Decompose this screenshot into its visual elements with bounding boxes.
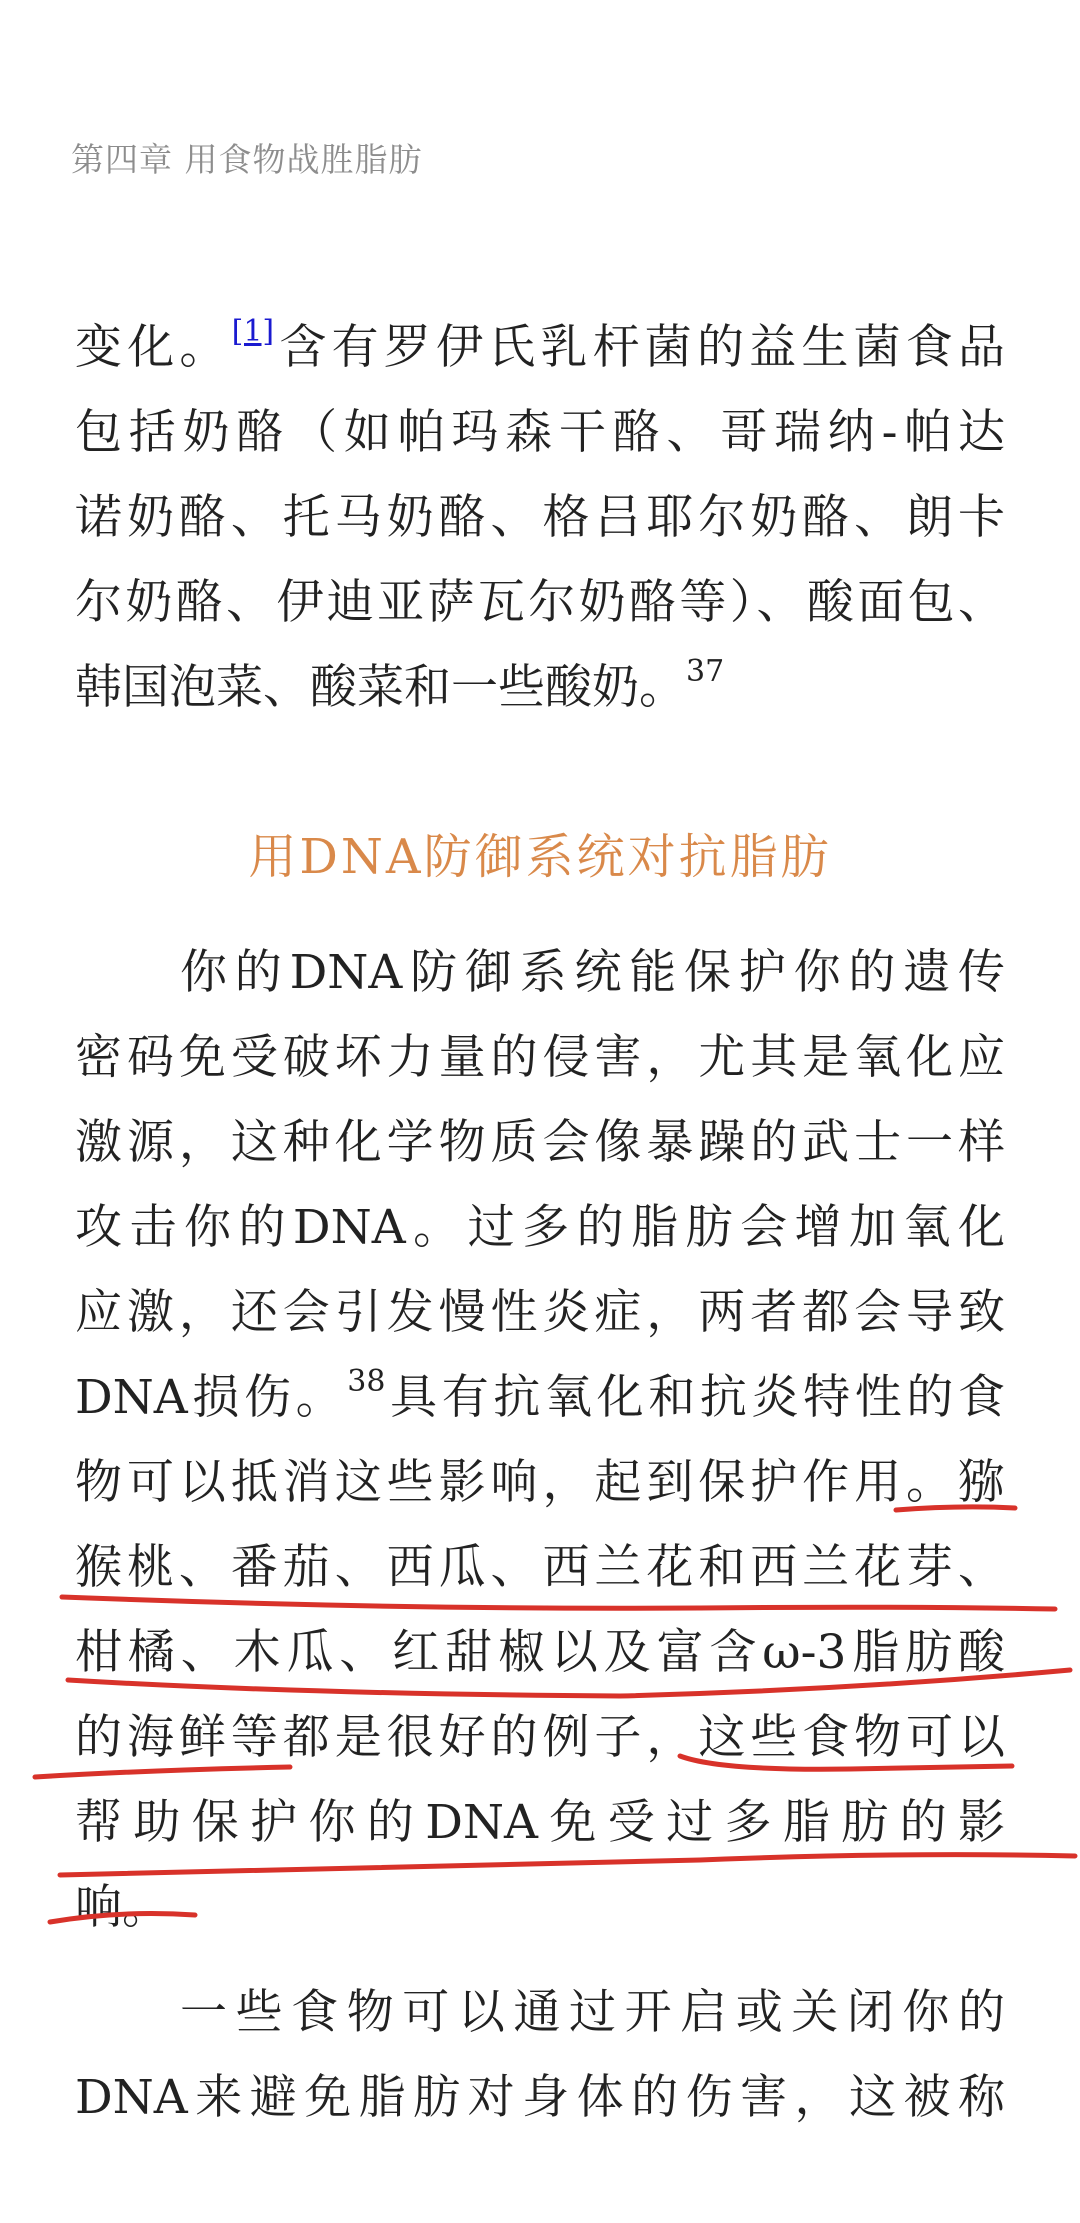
para2-line-10: 的海鲜等都是很好的例子，这些食物可以 (75, 1710, 1005, 1765)
pen-underline-6 (60, 1855, 1075, 1875)
para3-line-2: DNA来避免脂肪对身体的伤害，这被称 (75, 2070, 1005, 2125)
para1-line-3: 诺奶酪、托马奶酪、格吕耶尔奶酪、朗卡 (75, 490, 1005, 545)
section-heading: 用DNA防御系统对抗脂肪 (248, 829, 832, 885)
para2-line-4: 攻击你的DNA。过多的脂肪会增加氧化 (75, 1200, 1005, 1255)
footnote-link-1[interactable]: [1] (231, 314, 275, 349)
para2-line-2: 密码免受破坏力量的侵害，尤其是氧化应 (75, 1030, 1005, 1085)
para1-line-4: 尔奶酪、伊迪亚萨瓦尔奶酪等）、酸面包、 (75, 575, 1005, 630)
para1-line-5-text: 韩国泡菜、酸菜和一些酸奶。 (75, 660, 686, 715)
running-header-chapter-title: 第四章 用食物战胜脂肪 (71, 140, 423, 179)
para2-line-3: 激源，这种化学物质会像暴躁的武士一样 (75, 1115, 1005, 1170)
para2-line-9: 柑橘、木瓜、红甜椒以及富含ω-3脂肪酸 (75, 1625, 1005, 1680)
para1-line-1-start: 变化。 (75, 320, 232, 375)
para2-line-8: 猴桃、番茄、西瓜、西兰花和西兰花芽、 (75, 1540, 1005, 1595)
citation-37: 37 (686, 654, 725, 689)
para1-line-2: 包括奶酪（如帕玛森干酪、哥瑞纳-帕达 (75, 405, 1005, 460)
para2-line-7: 物可以抵消这些影响，起到保护作用。猕 (75, 1455, 1005, 1510)
para1-line-1 (75, 314, 1006, 378)
para2-line-11: 帮助保护你的DNA免受过多脂肪的影 (75, 1795, 1005, 1850)
para3-line-1: 一些食物可以通过开启或关闭你的 (180, 1985, 1005, 2040)
para2-line-5: 应激，还会引发慢性炎症，两者都会导致 (75, 1285, 1005, 1340)
citation-38: 38 (347, 1364, 386, 1399)
pen-underline-4 (35, 1767, 290, 1777)
para2-line-6-start: DNA损伤。 (75, 1370, 348, 1425)
para2-line-1: 你的DNA防御系统能保护你的遗传 (180, 945, 1005, 1000)
para2-line-12: 响。 (75, 1880, 169, 1935)
para1-line-1-rest: 含有罗伊氏乳杆菌的益生菌食品 (274, 320, 1006, 375)
para1-line-5 (75, 654, 1005, 718)
pen-underline-2 (62, 1597, 1055, 1609)
para2-line-6 (75, 1364, 1005, 1428)
para2-line-6-rest: 具有抗氧化和抗炎特性的食 (385, 1370, 1005, 1425)
